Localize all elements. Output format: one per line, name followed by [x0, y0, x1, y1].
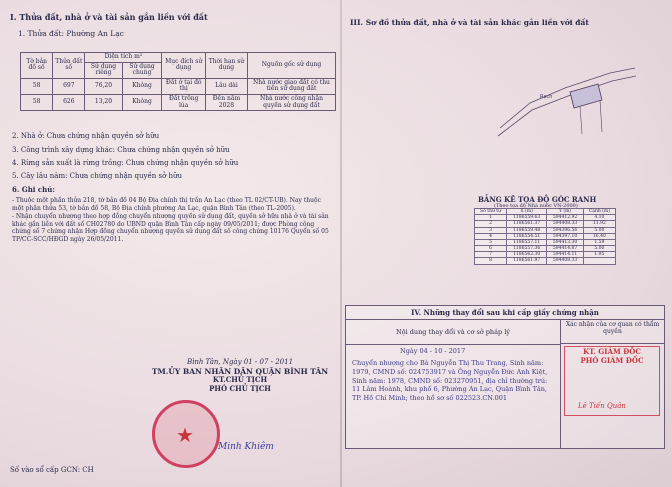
cell: 6: [475, 246, 507, 252]
cell: Đất trồng lúa: [162, 94, 205, 110]
coord-col-x: X (m): [507, 209, 547, 215]
cell: 1186557.36: [507, 246, 547, 252]
col-parcel-no: Thửa đất số: [53, 53, 85, 79]
cell: 626: [53, 94, 85, 110]
coord-col-edge: Cạnh (m): [583, 209, 615, 215]
table-row: [475, 258, 616, 264]
signature-block: [145, 358, 335, 394]
signer-name: Minh Khiêm: [218, 442, 274, 452]
changes-col-confirm: Xác nhận của cơ quan có thẩm quyền: [561, 320, 664, 344]
cell: 594397.10: [547, 233, 583, 239]
cell: 58: [21, 94, 53, 110]
cell: 594396.56: [547, 227, 583, 233]
cell: 1.95: [583, 252, 615, 258]
registry-number: Số vào sổ cấp GCN: CH: [10, 466, 94, 474]
page-fold: [340, 0, 342, 487]
cell: 11.92: [583, 221, 615, 227]
cell: 13,20: [85, 94, 122, 110]
column-divider: [560, 344, 561, 448]
cell: 697: [53, 78, 85, 94]
cell: 5: [475, 239, 507, 245]
col-area-shared: Sử dụng chung: [122, 62, 162, 78]
red-seal-icon: ★: [152, 400, 220, 468]
cell: 5.00: [583, 227, 615, 233]
parcel-map: [470, 48, 640, 143]
approval-stamp: [568, 348, 656, 366]
notes-block: [12, 197, 332, 244]
stamp-line-1: KT. GIÁM ĐỐC: [583, 347, 641, 356]
coordinate-table: [474, 208, 616, 265]
stamp-signer: Lê Tiến Quân: [578, 402, 626, 410]
cell: 16.40: [583, 233, 615, 239]
cell: Không: [122, 78, 162, 94]
coord-col-y: Y (m): [547, 209, 583, 215]
cell: 594408.33: [547, 258, 583, 264]
stamp-line-2: PHÓ GIÁM ĐỐC: [580, 355, 644, 365]
section-1-title: I. Thửa đất, nhà ở và tài sản gắn liền với đất: [10, 12, 208, 22]
table-row: [21, 78, 336, 94]
cell: 594413.30: [547, 239, 583, 245]
item-notes-label: 6. Ghi chú:: [12, 185, 55, 194]
cell: 58: [21, 78, 53, 94]
cell: 8: [475, 258, 507, 264]
cell: 76,20: [85, 78, 122, 94]
coord-table-subtitle: (Theo tọa độ Nhà nước VN-2000): [494, 203, 578, 209]
changes-section: [345, 305, 665, 449]
cell: 1186559.48: [507, 227, 547, 233]
cell: 1186561.37: [507, 221, 547, 227]
cell: 1186557.11: [507, 239, 547, 245]
col-term: Thời hạn sử dụng: [205, 53, 247, 79]
cell: [583, 258, 615, 264]
cell: Đến năm 2028: [205, 94, 247, 110]
section-1-subtitle: 1. Thửa đất: Phường An Lạc: [18, 29, 124, 38]
cell: 1.59: [583, 239, 615, 245]
cell: 5.00: [583, 246, 615, 252]
issue-date: Bình Tân, Ngày 01 - 07 - 2011: [186, 358, 294, 366]
cell: Nhà nước công nhận quyền sử dụng đất: [247, 94, 335, 110]
cell: 594414.87: [547, 246, 583, 252]
issuing-authority: TM.ỦY BAN NHÂN DÂN QUẬN BÌNH TÂN: [151, 366, 329, 376]
section-3-title: III. Sơ đồ thửa đất, nhà ở và tài sản khác gắn liền với đất: [350, 18, 589, 27]
cell: Không: [122, 94, 162, 110]
deputy-title-2: PHÓ CHỦ TỊCH: [209, 383, 271, 393]
change-content: Chuyển nhượng cho Bà Nguyễn Thị Thu Trang, Sinh năm: 1979, CMND số: 024753917 và Ông Nguyễn Đức Anh Kiệt, Sinh năm: 1978, CMND số: 023270951, địa chỉ thường trú: 11 Lâm Hoành, khu phố 6, Phường An Lạc, Quận Bình Tân, TP. Hồ Chí Minh; theo hồ sơ số 022523.CN.001: [352, 359, 548, 403]
cell: 3: [475, 227, 507, 233]
note-1: - Thuộc một phần thửa 218, tờ bản đồ 04 Bộ Địa chính thị trấn An Lạc (theo TL 02/CT-UB). Nay thuộc một phần thửa 53, tờ bản đồ 58, Bộ Địa chính phường An Lạc, quận Bình Tân (theo TL-2005).: [12, 197, 321, 212]
col-area-private: Sử dụng riêng: [85, 62, 122, 78]
cell: 7: [475, 252, 507, 258]
col-area: Diện tích m²: [85, 53, 162, 63]
table-row: [21, 94, 336, 110]
note-2: - Nhận chuyển nhượng theo hợp đồng chuyển nhượng quyền sử dụng đất, quyền sở hữu nhà ở và tài sản khác gắn liền với đất số CH02780 do UBND quận Bình Tân cấp ngày 09/05/2011; được Phòng công chứng số 7 chứng nhận Hợp đồng chuyển nhượng quyền sử dụng đất số công chứng 10176 Quyển số 05 TP/CC-SCC/HĐGD ngày 26/05/2011.: [12, 213, 329, 243]
item-house: 2. Nhà ở: Chưa chứng nhận quyền sở hữu: [12, 132, 160, 140]
item-perennial: 5. Cây lâu năm: Chưa chứng nhận quyền sở hữu: [12, 172, 183, 180]
cell: 594408.33: [547, 221, 583, 227]
cell: 1186559.63: [507, 215, 547, 221]
map-label-rach: Rạch: [540, 94, 553, 100]
cell: 1186561.97: [507, 258, 547, 264]
change-date: Ngày 04 - 10 - 2017: [400, 347, 466, 355]
col-purpose: Mục đích sử dụng: [162, 53, 205, 79]
changes-title: IV. Những thay đổi sau khi cấp giấy chứng nhận: [346, 306, 664, 320]
coord-col-no: Số thứ tự: [475, 209, 507, 215]
cell: Nhà nước giao đất có thu tiền sử dụng đất: [247, 78, 335, 94]
cell: Đất ở tại đô thị: [162, 78, 205, 94]
deputy-title: KT.CHỦ TỊCH: [212, 375, 268, 385]
changes-col-content: Nội dung thay đổi và cơ sở pháp lý: [346, 320, 561, 345]
cell: 1: [475, 215, 507, 221]
item-forest: 4. Rừng sản xuất là rừng trồng: Chưa chứng nhận quyền sở hữu: [12, 159, 239, 167]
cell: 2: [475, 221, 507, 227]
cell: Lâu dài: [205, 78, 247, 94]
item-construction: 3. Công trình xây dựng khác: Chưa chứng nhận quyền sở hữu: [12, 146, 230, 154]
cell: 4.10: [583, 215, 615, 221]
land-parcel-table: [20, 52, 336, 111]
cell: 1186554.51: [507, 233, 547, 239]
col-map-sheet: Tờ bản đồ số: [21, 53, 53, 79]
cell: 1186562.30: [507, 252, 547, 258]
coord-table-title: BẢNG KÊ TỌA ĐỘ GÓC RANH: [478, 195, 597, 204]
cell: 4: [475, 233, 507, 239]
col-origin: Nguồn gốc sử dụng: [247, 53, 335, 79]
cell: 594412.92: [547, 215, 583, 221]
cell: 594414.11: [547, 252, 583, 258]
